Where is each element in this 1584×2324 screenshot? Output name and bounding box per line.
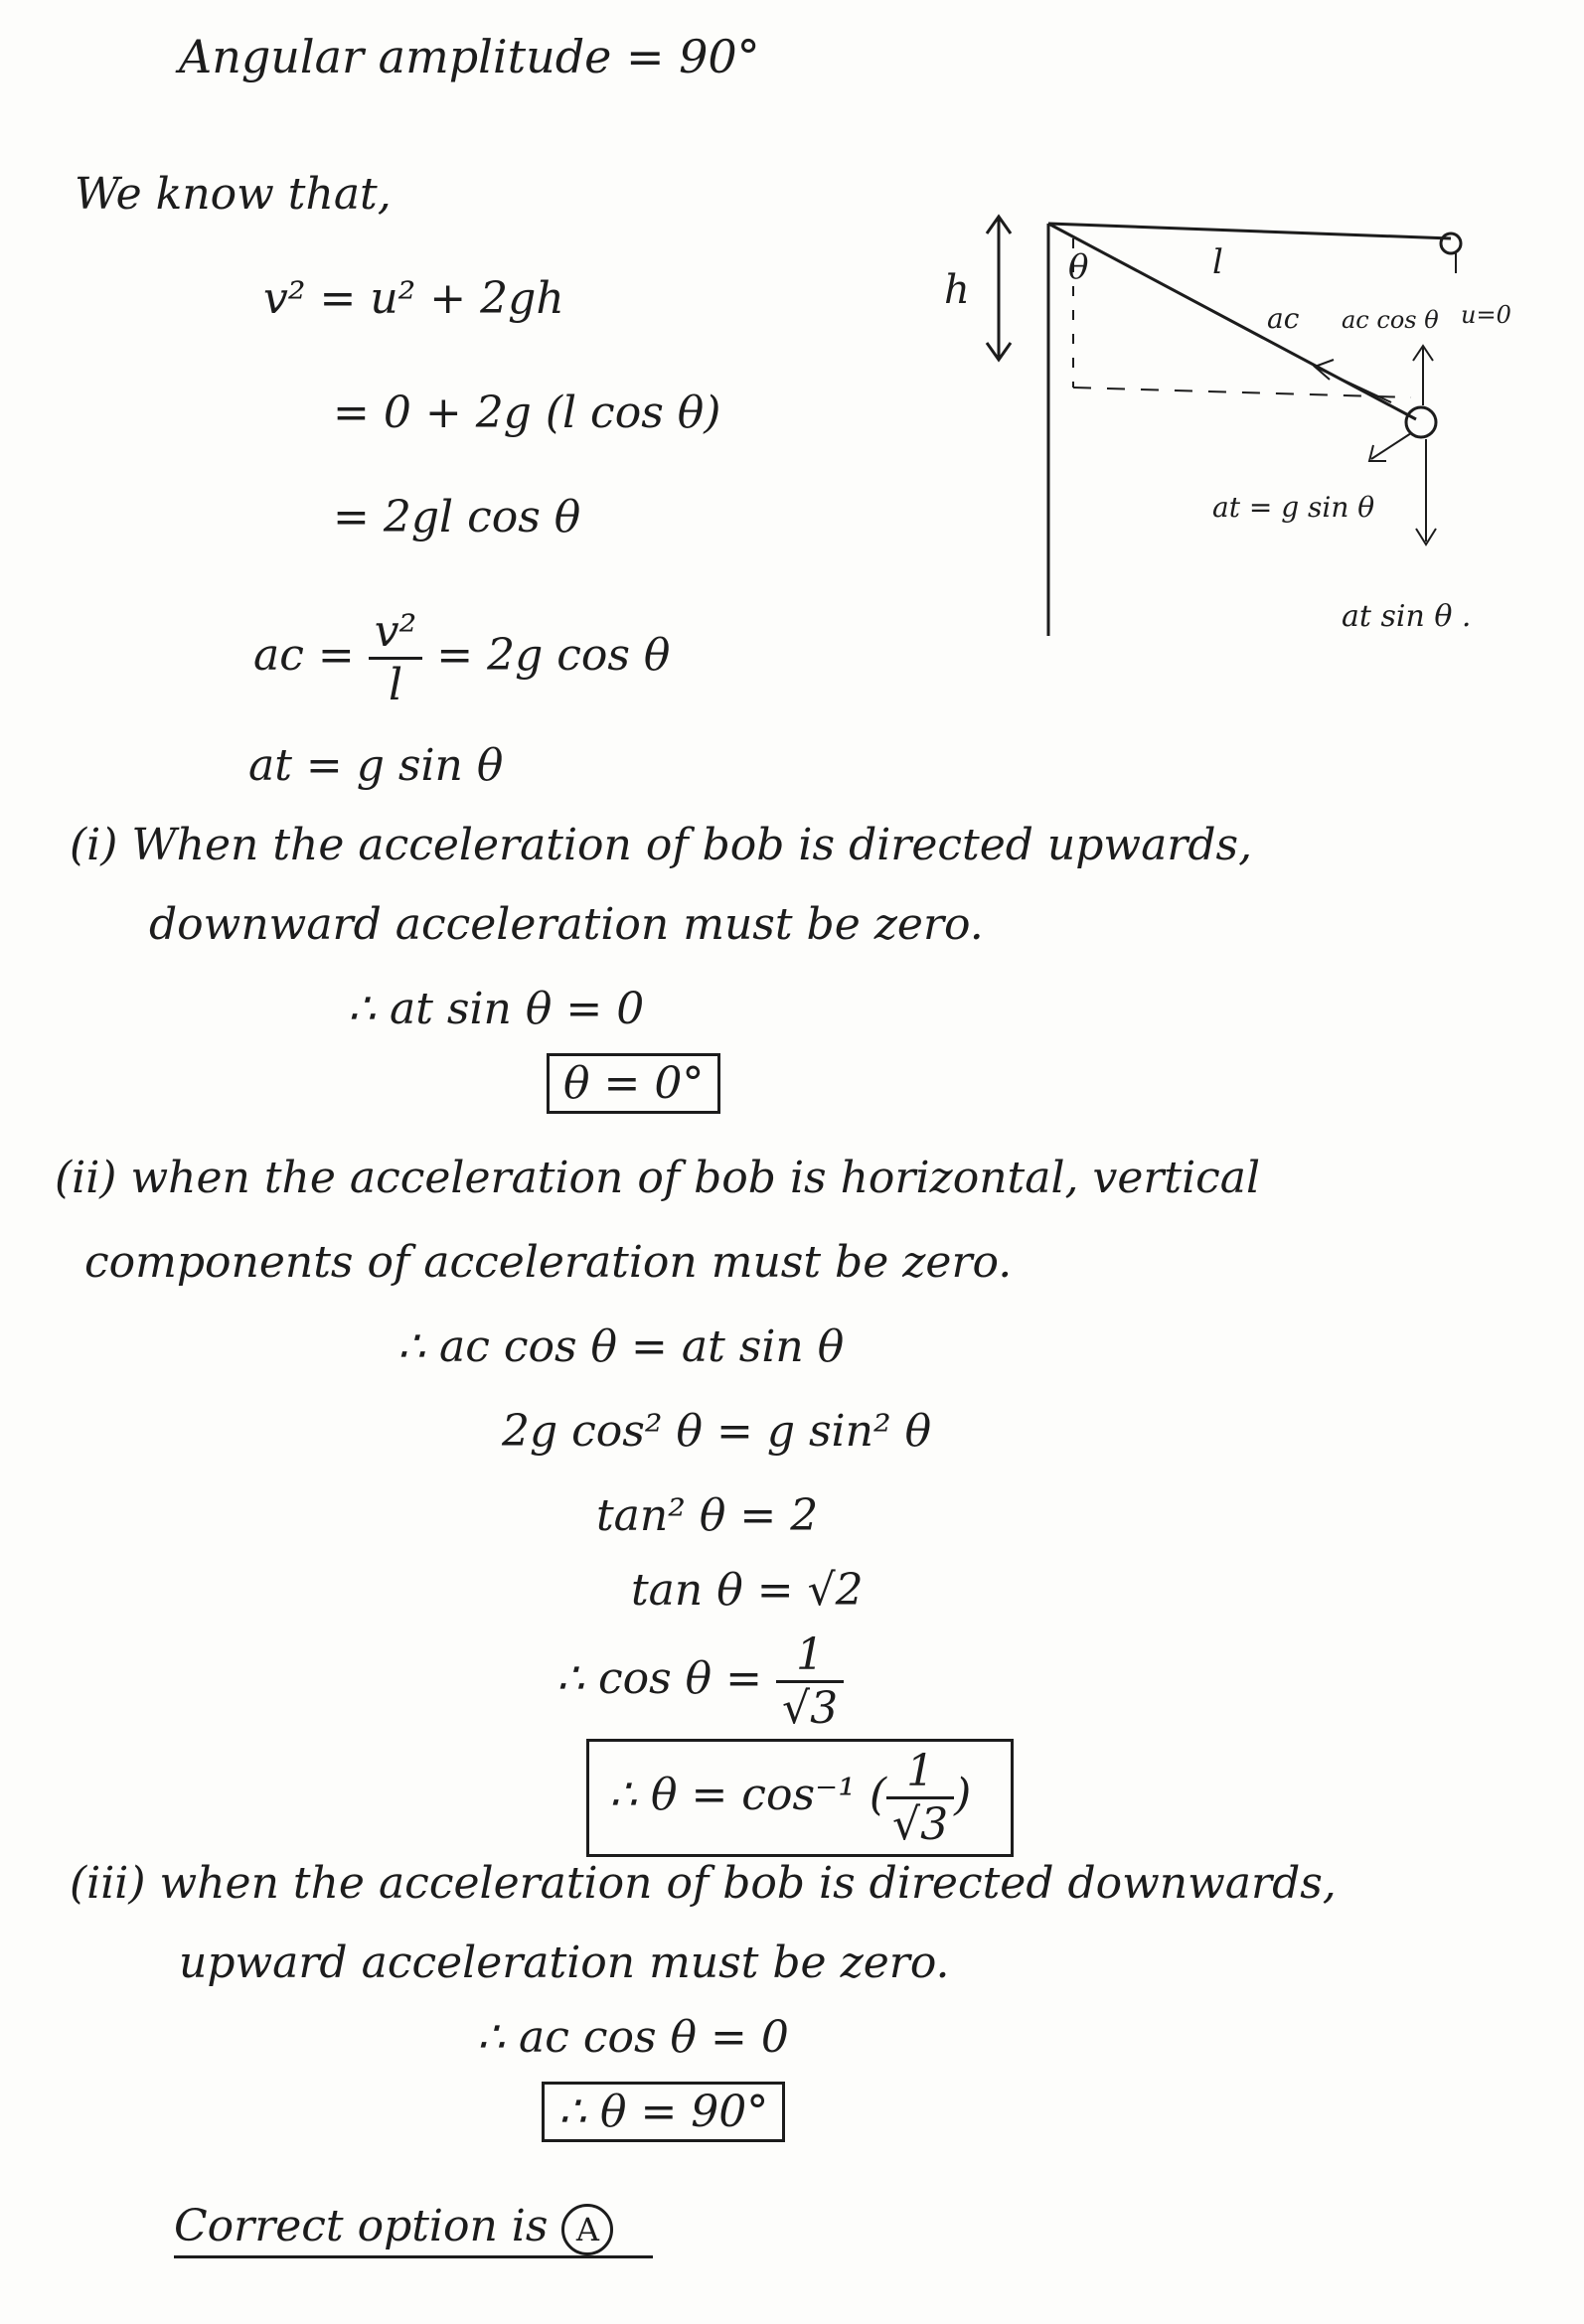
part3-equation: ∴ ac cos θ = 0 bbox=[477, 2012, 789, 2063]
diagram-u-zero-label: u=0 bbox=[1461, 301, 1511, 329]
part1-line1: (i) When the acceleration of bob is directed upwards, bbox=[70, 820, 1253, 870]
part2-eq2: 2g cos² θ = g sin² θ bbox=[502, 1406, 932, 1457]
part2-eq4: tan θ = √2 bbox=[631, 1565, 864, 1616]
diagram-l-label: l bbox=[1212, 242, 1223, 282]
equation-v-squared: v² = u² + 2gh bbox=[263, 273, 564, 324]
part2-line1: (ii) when the acceleration of bob is horizontal, vertical bbox=[55, 1153, 1261, 1203]
equation-substitution: = 0 + 2g (l cos θ) bbox=[333, 387, 721, 438]
part2-eq5-lhs: ∴ cos θ = bbox=[556, 1653, 763, 1704]
part2-answer-box bbox=[586, 1739, 1014, 1857]
pendulum-diagram bbox=[924, 199, 1560, 696]
ac-denominator: l bbox=[388, 660, 403, 710]
part1-equation: ∴ at sin θ = 0 bbox=[348, 984, 645, 1034]
diagram-at-sin-label: at sin θ . bbox=[1342, 599, 1472, 634]
ac-rhs: = 2g cos θ bbox=[436, 630, 671, 681]
part2-answer-suffix: ) bbox=[954, 1770, 972, 1820]
part2-answer-prefix: ∴ θ = cos⁻¹ ( bbox=[609, 1770, 887, 1820]
part2-eq1: ∴ ac cos θ = at sin θ bbox=[397, 1321, 845, 1372]
ac-numerator: v² bbox=[369, 606, 423, 660]
part2-eq3: tan² θ = 2 bbox=[596, 1490, 819, 1541]
part3-line2: upward acceleration must be zero. bbox=[179, 1937, 950, 1988]
part2-eq5-fraction bbox=[776, 1629, 844, 1734]
part2-eq5-numerator: 1 bbox=[776, 1629, 844, 1683]
part2-answer-fraction bbox=[886, 1746, 954, 1850]
part2-answer-numerator: 1 bbox=[886, 1746, 954, 1799]
ac-fraction bbox=[369, 606, 423, 710]
part2-answer-denominator: √3 bbox=[892, 1799, 949, 1850]
amplitude-heading: Angular amplitude = 90° bbox=[179, 30, 760, 83]
equation-ac bbox=[253, 606, 670, 710]
part3-answer-box: ∴ θ = 90° bbox=[542, 2082, 785, 2142]
conclusion-text: Correct option is bbox=[174, 2201, 549, 2251]
diagram-ac-cos-label: ac cos θ bbox=[1342, 306, 1439, 334]
equation-result: = 2gl cos θ bbox=[333, 492, 581, 542]
we-know-text: We know that, bbox=[75, 169, 392, 220]
option-circle: A bbox=[561, 2204, 613, 2255]
ac-lhs: ac = bbox=[253, 630, 355, 681]
equation-at: at = g sin θ bbox=[248, 740, 504, 791]
part2-line2: components of acceleration must be zero. bbox=[84, 1237, 1013, 1288]
diagram-h-label: h bbox=[944, 267, 970, 313]
part3-line1: (iii) when the acceleration of bob is directed downwards, bbox=[70, 1858, 1337, 1909]
part1-line2: downward acceleration must be zero. bbox=[149, 899, 984, 950]
part1-answer-box: θ = 0° bbox=[547, 1053, 720, 1114]
diagram-theta-label: θ bbox=[1068, 247, 1089, 287]
diagram-at-label: at = g sin θ bbox=[1212, 491, 1375, 524]
part2-eq5 bbox=[556, 1629, 844, 1734]
part2-eq5-denominator: √3 bbox=[782, 1683, 839, 1734]
diagram-ac-label: ac bbox=[1267, 302, 1300, 335]
conclusion bbox=[174, 2201, 653, 2258]
